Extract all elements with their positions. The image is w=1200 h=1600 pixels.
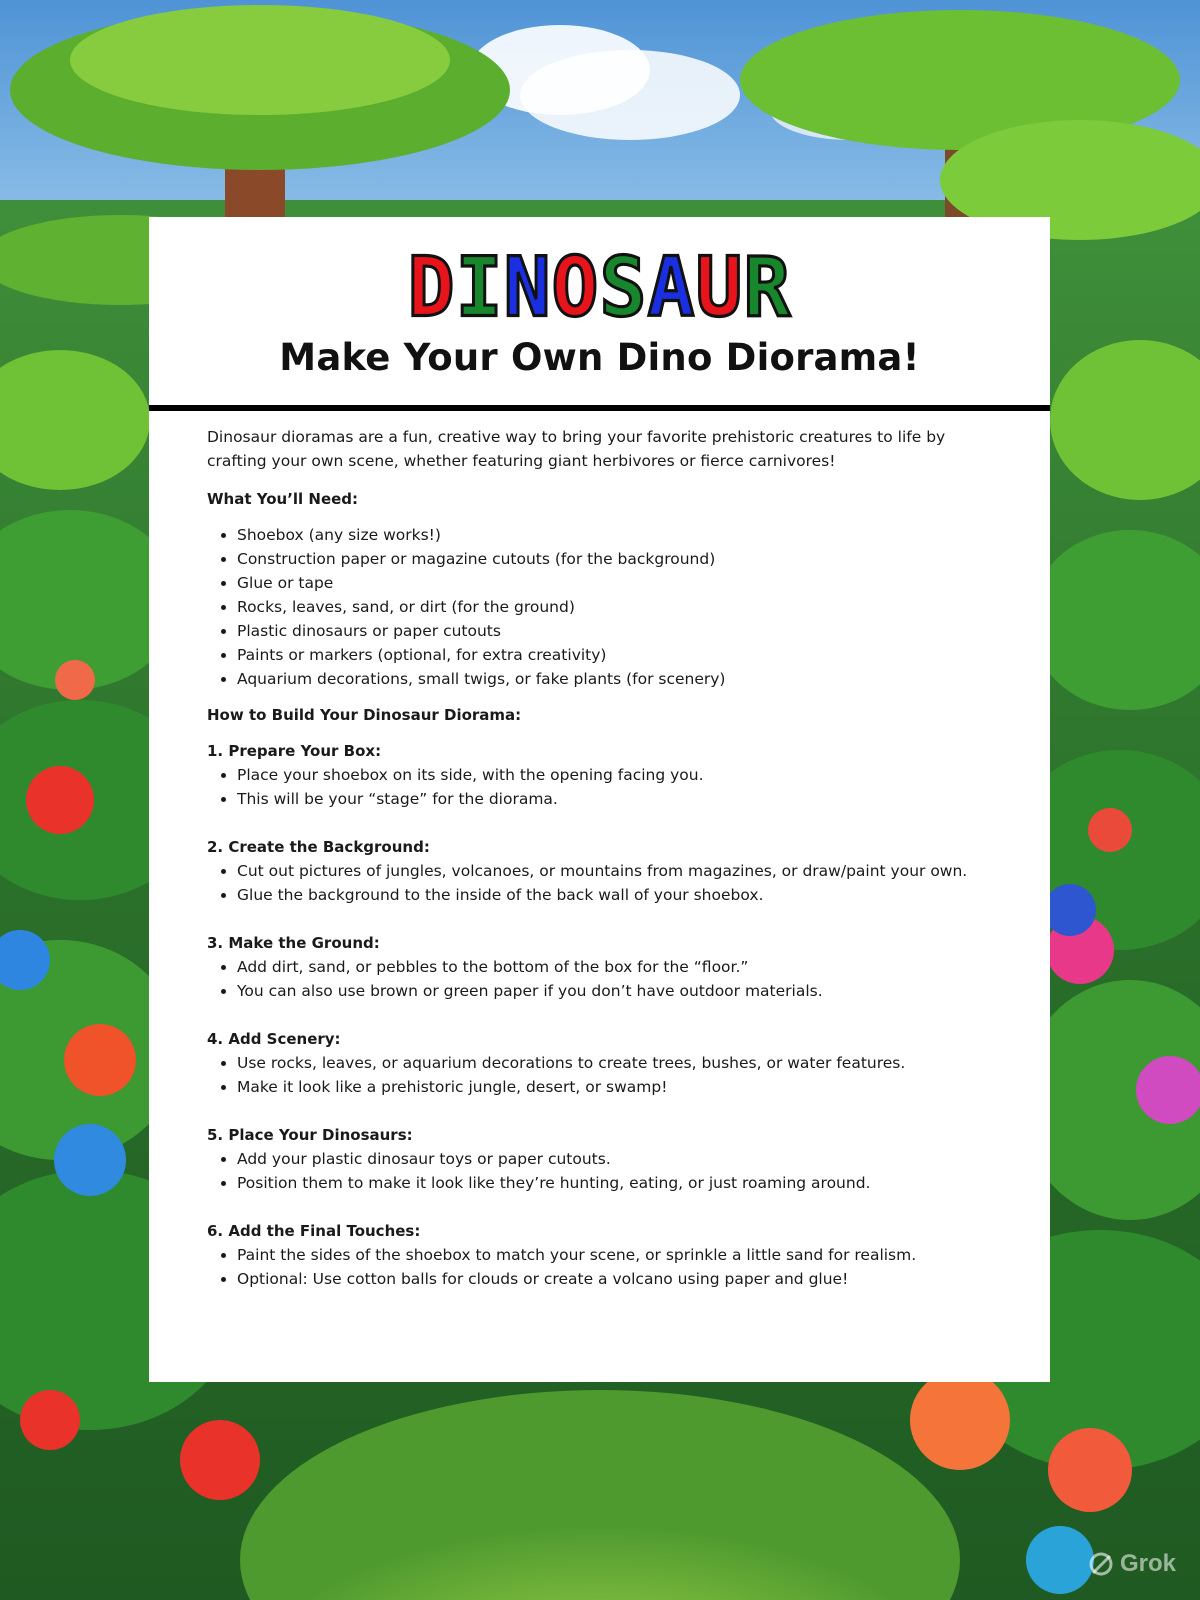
- list-item: • Aquarium decorations, small twigs, or fake plants (for scenery): [237, 667, 992, 691]
- dinosaur-logo: [149, 217, 1050, 336]
- list-item: • You can also use brown or green paper if you don’t have outdoor materials.: [237, 979, 992, 1003]
- list-item: • Paint the sides of the shoebox to match your scene, or sprinkle a little sand for realism.: [237, 1243, 992, 1267]
- list-item: • Construction paper or magazine cutouts (for the background): [237, 547, 992, 571]
- step-bullets: [207, 859, 992, 907]
- logo-letter: O: [551, 240, 600, 336]
- list-item: • Paints or markers (optional, for extra creativity): [237, 643, 992, 667]
- grok-logo-icon: [1088, 1551, 1114, 1577]
- needs-list: [207, 523, 992, 691]
- list-item: • Shoebox (any size works!): [237, 523, 992, 547]
- intro-paragraph: Dinosaur dioramas are a fun, creative way to bring your favorite prehistoric creatures to life by crafting your own scene, whether featuring giant herbivores or fierce carnivores!: [207, 428, 946, 470]
- content-card: [149, 217, 1050, 1382]
- step-title: 1. Prepare Your Box:: [207, 742, 382, 760]
- list-item: • Add dirt, sand, or pebbles to the bottom of the box for the “floor.”: [237, 955, 992, 979]
- logo-letter: I: [455, 240, 504, 336]
- step-4: [207, 1027, 992, 1099]
- watermark: [1088, 1550, 1176, 1578]
- list-item: • Make it look like a prehistoric jungle, desert, or swamp!: [237, 1075, 992, 1099]
- step-bullets: [207, 1147, 992, 1195]
- list-item: • Position them to make it look like they’re hunting, eating, or just roaming around.: [237, 1171, 992, 1195]
- logo-letter: S: [599, 240, 648, 336]
- step-title: 2. Create the Background:: [207, 838, 430, 856]
- logo-letter: R: [743, 240, 792, 336]
- list-item: • Rocks, leaves, sand, or dirt (for the ground): [237, 595, 992, 619]
- list-item: • Place your shoebox on its side, with the opening facing you.: [237, 763, 992, 787]
- list-item: • Glue the background to the inside of the back wall of your shoebox.: [237, 883, 992, 907]
- card-header: [149, 217, 1050, 411]
- step-5: [207, 1123, 992, 1195]
- step-title: 6. Add the Final Touches:: [207, 1222, 421, 1240]
- step-1: [207, 739, 992, 811]
- list-item: • Optional: Use cotton balls for clouds or create a volcano using paper and glue!: [237, 1267, 992, 1291]
- step-bullets: [207, 763, 992, 811]
- list-item: • Cut out pictures of jungles, volcanoes, or mountains from magazines, or draw/paint your own.: [237, 859, 992, 883]
- step-title: 5. Place Your Dinosaurs:: [207, 1126, 413, 1144]
- step-6: [207, 1219, 992, 1291]
- step-title: 3. Make the Ground:: [207, 934, 380, 952]
- how-heading: How to Build Your Dinosaur Diorama:: [207, 706, 522, 724]
- step-bullets: [207, 1051, 992, 1099]
- step-bullets: [207, 955, 992, 1003]
- list-item: • Add your plastic dinosaur toys or paper cutouts.: [237, 1147, 992, 1171]
- list-item: • Plastic dinosaurs or paper cutouts: [237, 619, 992, 643]
- logo-letter: D: [407, 240, 456, 336]
- list-item: • Use rocks, leaves, or aquarium decorations to create trees, bushes, or water features.: [237, 1051, 992, 1075]
- logo-letter: A: [647, 240, 696, 336]
- list-item: • This will be your “stage” for the diorama.: [237, 787, 992, 811]
- step-title: 4. Add Scenery:: [207, 1030, 341, 1048]
- list-item: • Glue or tape: [237, 571, 992, 595]
- logo-letter: U: [695, 240, 744, 336]
- watermark-text: Grok: [1119, 1550, 1176, 1577]
- content-body: [149, 411, 1050, 1291]
- needs-heading: What You’ll Need:: [207, 490, 359, 508]
- step-bullets: [207, 1243, 992, 1291]
- step-2: [207, 835, 992, 907]
- step-3: [207, 931, 992, 1003]
- logo-letter: N: [503, 240, 552, 336]
- page-title: Make Your Own Dino Diorama!: [279, 336, 920, 379]
